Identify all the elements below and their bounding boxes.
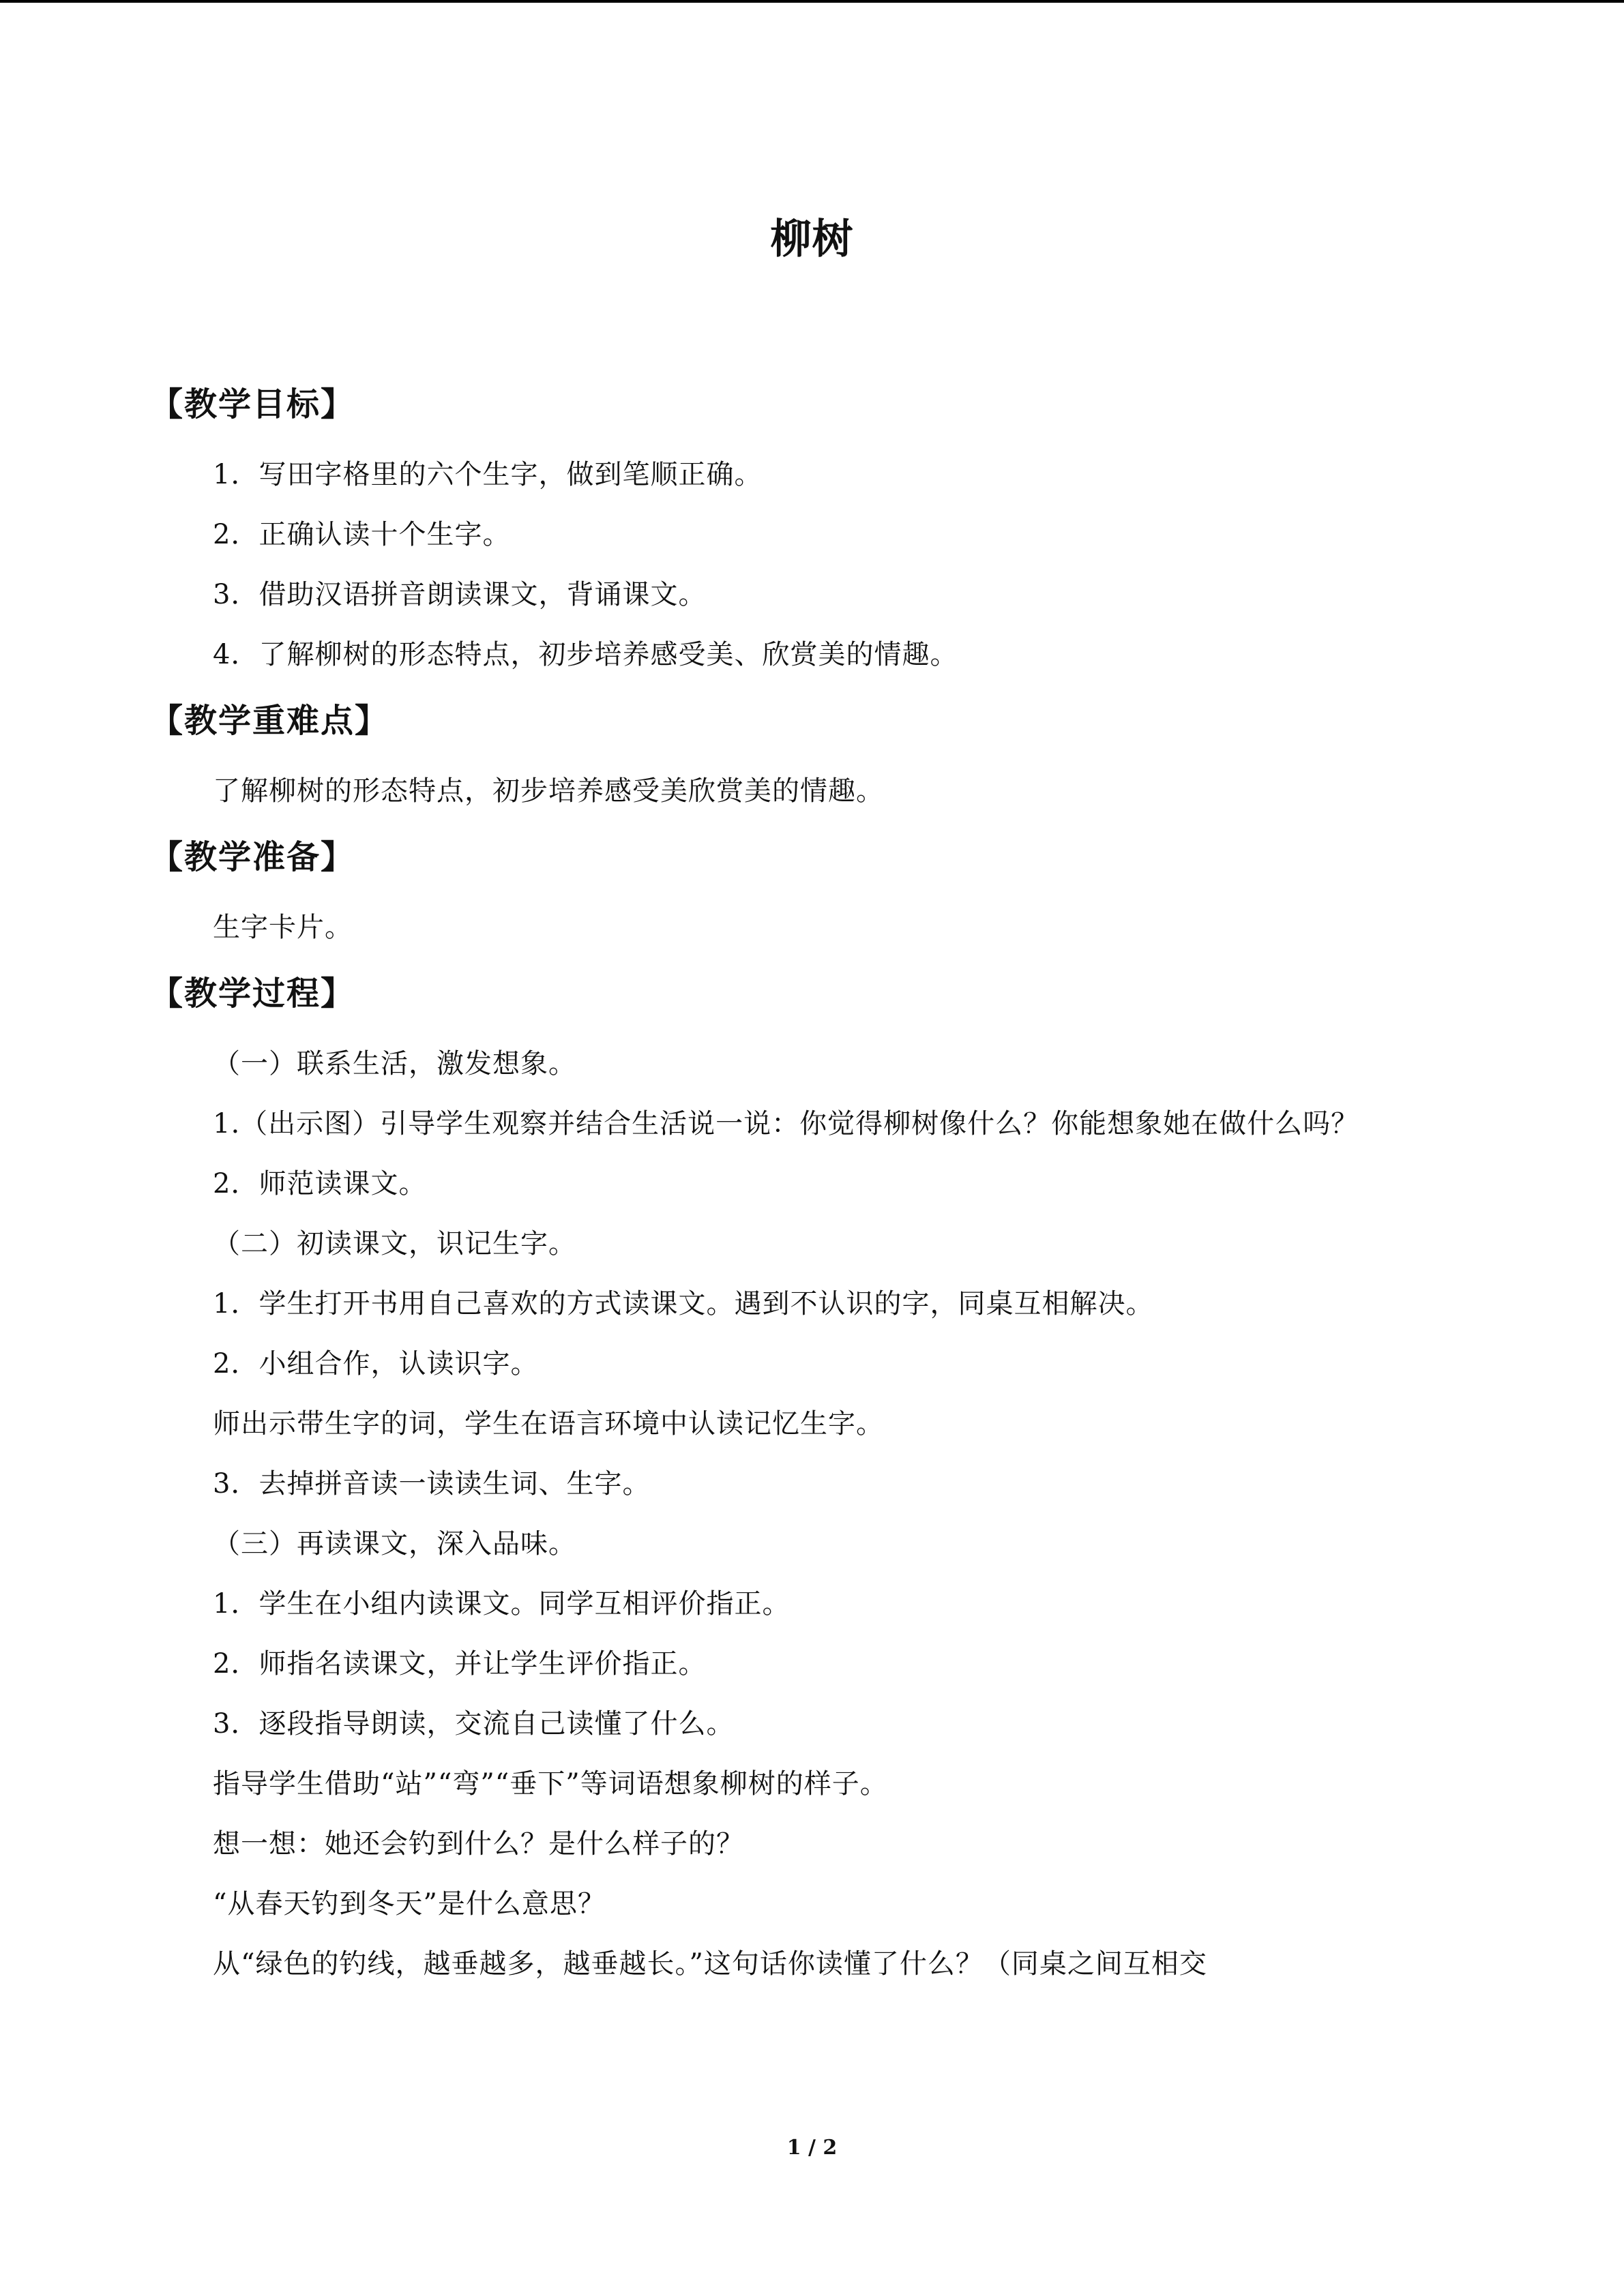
process-step: 2．师指名读课文，并让学生评价指正。 [213,1648,707,1680]
key-points-text: 了解柳树的形态特点，初步培养感受美欣赏美的情趣。 [213,775,884,807]
section-heading-process: 【教学过程】 [150,974,355,1013]
process-step: 2．小组合作，认读识字。 [213,1348,539,1380]
objective-item: 3．借助汉语拼音朗读课文，背诵课文。 [213,579,707,610]
process-step: 想一想：她还会钓到什么？是什么样子的？ [213,1828,744,1860]
process-step: “从春天钓到冬天”是什么意思？ [213,1888,606,1920]
objective-item: 4．了解柳树的形态特点，初步培养感受美、欣赏美的情趣。 [213,639,958,670]
process-step: 1.（出示图）引导学生观察并结合生活说一说：你觉得柳树像什么？你能想象她在做什么吗？ [213,1108,1359,1139]
section-heading-objectives: 【教学目标】 [150,385,355,423]
process-step: （一）联系生活，激发想象。 [213,1048,576,1079]
process-step: 从“绿色的钓线，越垂越多，越垂越长。”这句话你读懂了什么？（同桌之间互相交 [213,1948,1207,1980]
process-step: （二）初读课文，识记生字。 [213,1228,576,1259]
process-step: 1．学生打开书用自己喜欢的方式读课文。遇到不认识的字，同桌互相解决。 [213,1288,1154,1320]
process-step: 指导学生借助“站”“弯”“垂下”等词语想象柳树的样子。 [213,1768,888,1800]
process-step: 1．学生在小组内读课文。同学互相评价指正。 [213,1588,791,1620]
top-border-line [0,0,1624,3]
process-step: 2．师范读课文。 [213,1168,427,1199]
process-step: 3．去掉拼音读一读读生词、生字。 [213,1468,651,1500]
section-heading-preparation: 【教学准备】 [150,838,355,876]
page-number: 1 / 2 [786,2136,838,2160]
objective-item: 1．写田字格里的六个生字，做到笔顺正确。 [213,459,763,490]
objective-item: 2．正确认读十个生字。 [213,519,511,550]
preparation-text: 生字卡片。 [213,912,353,943]
process-step: 3．逐段指导朗读，交流自己读懂了什么。 [213,1708,735,1740]
section-heading-key-points: 【教学重难点】 [150,702,389,740]
document-title: 柳树 [770,215,854,263]
process-step: 师出示带生字的词，学生在语言环境中认读记忆生字。 [213,1408,884,1440]
document-body [150,382,1460,1994]
process-step: （三）再读课文，深入品味。 [213,1528,576,1560]
